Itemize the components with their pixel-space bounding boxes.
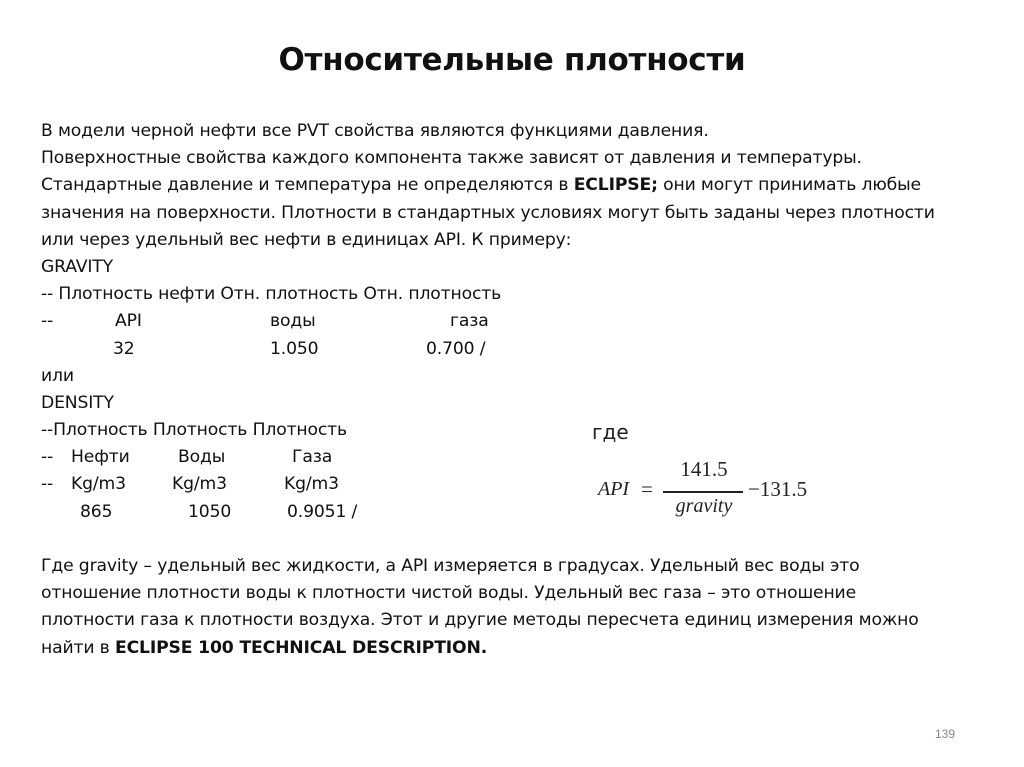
api-formula <box>590 420 830 530</box>
formula-equals: = <box>641 477 653 501</box>
density-header-water: Воды <box>178 447 226 468</box>
outro-line-1: Где gravity – удельный вес жидкости, а API измеряется в градусах. Удельный вес воды это <box>41 556 860 576</box>
intro-line-4: значения на поверхности. Плотности в стандартных условиях могут быть заданы через плотности <box>41 202 935 223</box>
intro-line-2: Поверхностные свойства каждого компонента также зависят от давления и температуры. <box>41 148 862 169</box>
density-units-row <box>41 471 981 498</box>
density-value-water: 1050 <box>188 501 232 522</box>
density-comment: --Плотность Плотность Плотность <box>41 420 348 441</box>
eclipse-emphasis: ECLIPSE; <box>573 175 658 196</box>
density-unit-water: Kg/m3 <box>172 474 227 495</box>
intro-line-1: В модели черной нефти все PVT свойства являются функциями давления. <box>41 121 709 141</box>
formula-denominator: gravity <box>675 495 733 517</box>
slide-title: Относительные плотности <box>278 42 746 78</box>
density-unit-gas: Kg/m3 <box>284 474 339 495</box>
gravity-value-gas: 0.700 / <box>426 338 486 359</box>
eclipse-manual-reference: ECLIPSE 100 TECHNICAL DESCRIPTION. <box>114 637 488 658</box>
gravity-value-api: 32 <box>113 338 135 359</box>
fraction-bar <box>663 491 743 493</box>
spacer <box>41 526 981 553</box>
density-header-gas: Газа <box>292 447 333 468</box>
density-header-dash: -- <box>41 447 54 468</box>
intro-line-3 <box>41 172 981 199</box>
gravity-units-row <box>41 308 981 335</box>
formula-subtrahend: −131.5 <box>748 477 808 501</box>
or-text: или <box>41 365 74 386</box>
gravity-comment: -- Плотность нефти Отн. плотность Отн. плотность <box>41 284 502 305</box>
outro-line-2: отношение плотности воды к плотности чистой воды. Удельный вес газа – это отношение <box>41 583 856 604</box>
density-keyword: DENSITY <box>41 392 114 413</box>
density-value-oil: 865 <box>80 501 113 522</box>
formula-numerator: 141.5 <box>680 457 728 481</box>
density-header-oil: Нефти <box>71 447 130 468</box>
density-value-gas: 0.9051 / <box>287 501 358 522</box>
outro-line-3: плотности газа к плотности воздуха. Этот и другие методы пересчета единиц измерения можно <box>41 610 919 631</box>
intro-line-5: или через удельный вес нефти в единицах API. К примеру: <box>41 229 572 250</box>
gravity-unit-dash: -- <box>41 311 54 332</box>
outro-line-4 <box>41 635 981 662</box>
intro-line-3-c: они могут принимать любые <box>657 175 921 196</box>
slide-body <box>41 118 981 662</box>
gravity-unit-api: API <box>115 311 142 332</box>
density-values-row <box>41 499 981 526</box>
intro-line-3-a: Стандартные давление и температура не определяются в <box>41 175 574 196</box>
gravity-unit-gas: газа <box>450 311 489 332</box>
density-unit-oil: Kg/m3 <box>71 474 126 495</box>
gravity-keyword: GRAVITY <box>41 256 113 277</box>
gravity-value-water: 1.050 <box>270 338 319 359</box>
gravity-values-row <box>41 336 981 363</box>
formula-api-label: API <box>598 478 630 500</box>
density-unit-dash: -- <box>41 474 54 495</box>
page-number: 139 <box>935 727 956 741</box>
density-headers-row <box>41 444 981 471</box>
formula-where-label: где <box>592 420 629 444</box>
outro-line-4-a: найти в <box>41 637 115 658</box>
gravity-unit-water: воды <box>270 311 316 332</box>
